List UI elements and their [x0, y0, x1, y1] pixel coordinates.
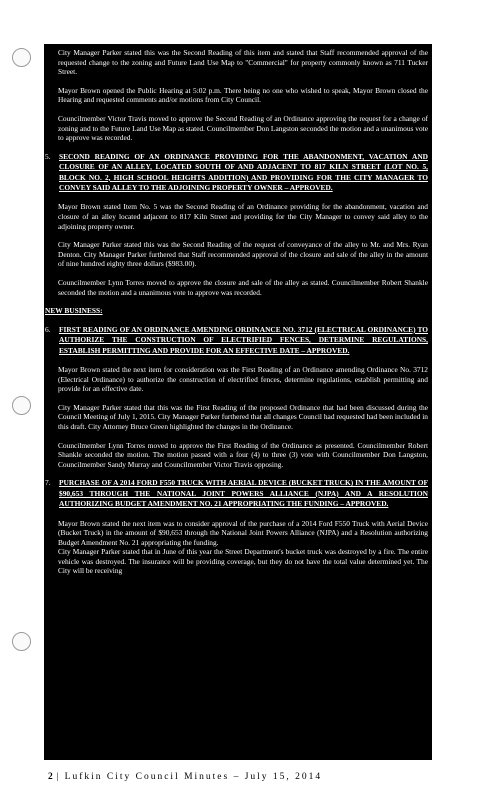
binder-hole-bottom	[12, 632, 31, 651]
footer-separator: |	[56, 772, 61, 782]
footer-text: Lufkin City Council Minutes – July 15, 2014	[64, 772, 323, 782]
paragraph: Councilmember Lynn Torres moved to approve the First Reading of the Ordinance as presented. Councilmember Robert Shankle seconded the motion. The motion passed with a four (4) to three (3) vote with Councilmember Don Langston, Councilmember Sandy Murray and Councilmember Victor Travis opposing.	[58, 440, 428, 469]
agenda-item-6	[44, 325, 432, 356]
paragraph: Councilmember Lynn Torres moved to approve the closure and sale of the alley as stated. Councilmember Robert Shankle seconded the motion and a unanimous vote to approve was recorded.	[58, 277, 428, 297]
item-title: FIRST READING OF AN ORDINANCE AMENDING ORDINANCE NO. 3712 (ELECTRICAL ORDINANCE) TO AUTHORIZE THE CONSTRUCTION OF ELECTRIFIED FENCES, DETERMINE REGULATIONS, ESTABLISH PERMITTING AND PROVIDE FOR AN EFFECTIVE DATE – APPROVED.	[59, 324, 428, 355]
agenda-item-5	[44, 152, 432, 194]
paragraph: Mayor Brown stated the next item for consideration was the First Reading of an Ordinance amending Ordinance No. 3712 (Electrical Ordinance) to authorize the construction of electrified fences, determine regulations, establish permitting and provide for an effective date.	[58, 364, 428, 394]
page-number: 2	[48, 772, 55, 782]
document-page	[44, 44, 432, 760]
item-number: 6.	[45, 324, 51, 334]
section-heading-new-business: NEW BUSINESS:	[45, 306, 103, 316]
item-title: PURCHASE OF A 2014 FORD F550 TRUCK WITH AERIAL DEVICE (BUCKET TRUCK) IN THE AMOUNT OF $90,653 THROUGH THE NATIONAL JOINT POWERS ALLIANCE (NJPA) AND A RESOLUTION AUTHORIZING BUDGET AMENDMENT NO. 21 APPROPRIATING THE FUNDING – APPROVED.	[59, 478, 428, 509]
paragraph: Mayor Brown stated the next item was to consider approval of the purchase of a 2014 Ford F550 Truck with Aerial Device (Bucket Truck) in the amount of $90,653 through the National Joint Powers Alliance (NJPA) and a Resolution authorizing Budget Amendment No. 21 appropriating the funding.	[58, 518, 428, 547]
agenda-item-7	[44, 478, 432, 509]
paragraph: Councilmember Victor Travis moved to approve the Second Reading of an Ordinance approving the request for a change of zoning and to the Future Land Use Map as stated. Councilmember Don Langston seconded the motion and a unanimous vote to approve was recorded.	[58, 113, 428, 143]
item-number: 7.	[45, 478, 51, 488]
item-number: 5.	[45, 151, 51, 161]
paragraph: City Manager Parker stated this was the Second Reading of the request of conveyance of the alley to Mr. and Mrs. Ryan Denton. City Manager Parker furthered that Staff recommended approval of the closure and sale of the alley in the amount of nine hundred eighty three dollars ($983.00).	[58, 240, 428, 269]
paragraph: City Manager Parker stated that this was the First Reading of the proposed Ordinance that had been discussed during the Council Meeting of July 1, 2015. City Manager Parker furthered that all changes Council had requested had been included in this draft. City Attorney Bruce Green highlighted the changes in the Ordinance.	[58, 402, 428, 431]
binder-hole-top	[12, 48, 31, 67]
item-title: SECOND READING OF AN ORDINANCE PROVIDING FOR THE ABANDONMENT, VACATION AND CLOSURE OF AN ALLEY, LOCATED SOUTH OF AND ADJACENT TO 817 KILN STREET (LOT NO. 5, BLOCK NO. 2, HIGH SCHOOL HEIGHTS ADDITION) AND PROVIDING FOR THE CITY MANAGER TO CONVEY SAID ALLEY TO THE ADJOINING PROPERTY OWNER – APPROVED.	[59, 151, 428, 192]
binder-hole-middle	[12, 396, 31, 415]
paragraph: City Manager Parker stated that in June of this year the Street Department's bucket truck was destroyed by a fire. The entire vehicle was destroyed. The insurance will be providing coverage, but they do not have the total value determined yet. The City will be receiving	[58, 547, 428, 576]
page-footer	[48, 772, 322, 782]
paragraph: Mayor Brown opened the Public Hearing at 5:02 p.m. There being no one who wished to speak, Mayor Brown closed the Hearing and requested comments and/or motions from City Council.	[58, 85, 428, 105]
paragraph: Mayor Brown stated Item No. 5 was the Second Reading of an Ordinance providing for the abandonment, vacation and closure of an alley located adjacent to 817 Kiln Street and providing for the City Manager to convey said alley to the adjoining property owner.	[58, 202, 428, 231]
paragraph: City Manager Parker stated this was the Second Reading of this item and stated that Staff recommended approval of the requested change to the zoning and Future Land Use Map to "Commercial" for property commonly known as 711 Tucker Street.	[58, 48, 428, 77]
